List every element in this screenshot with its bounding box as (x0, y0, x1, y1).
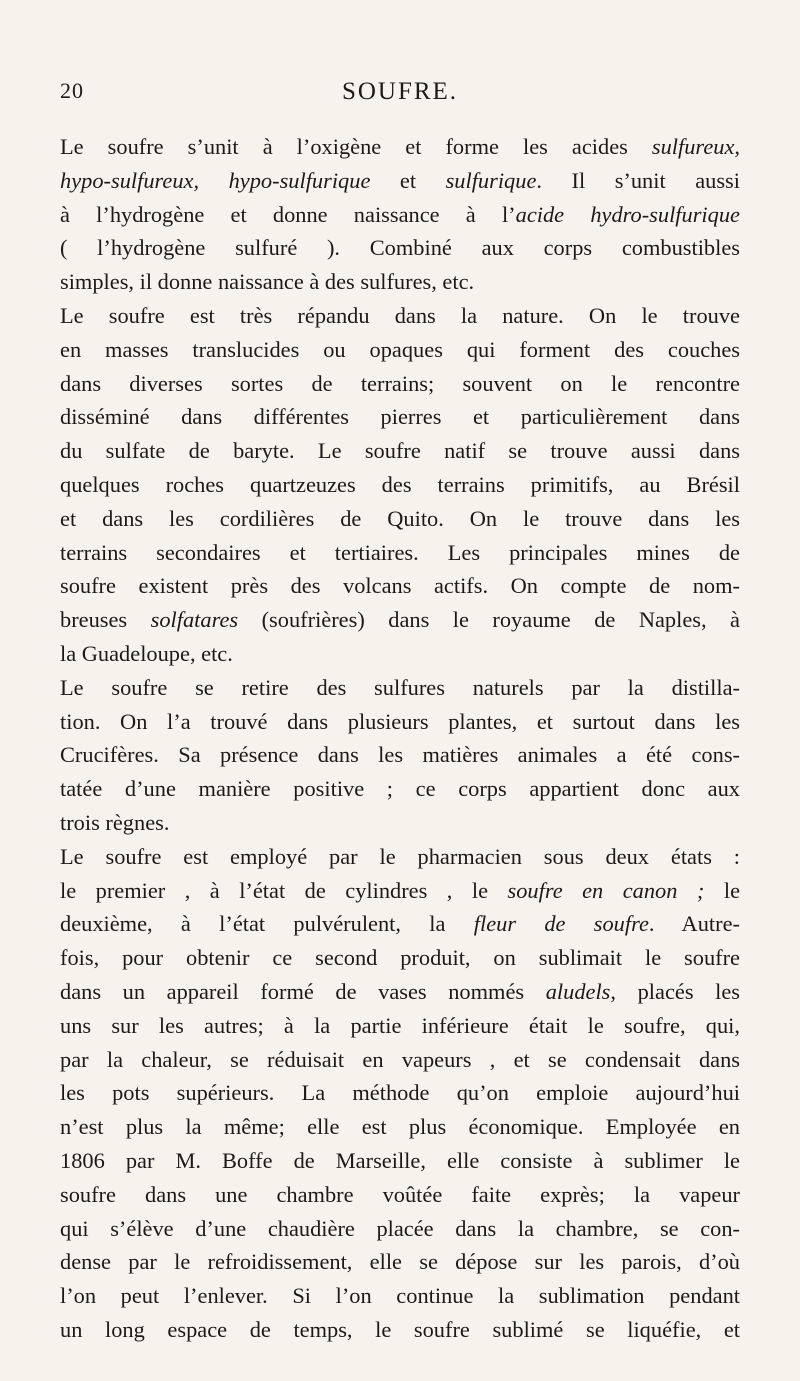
italic-term: sulfureux, (651, 134, 740, 159)
text-run: simples, il donne naissance à des sulfures, etc. (60, 269, 475, 295)
italic-term: sulfurique (445, 167, 537, 193)
text-run: tatée d’une manière positive ; ce corps appartient donc aux (60, 776, 740, 802)
text-line (60, 1144, 740, 1178)
text-line (60, 1076, 740, 1110)
text-line (60, 637, 740, 671)
text-run: , placés les (610, 978, 740, 1004)
text-line (60, 1043, 740, 1077)
text-line (60, 705, 740, 739)
text-run: Le soufre s’unit à l’oxigène et forme les acides (60, 134, 652, 159)
text-line (60, 1212, 740, 1246)
text-run: qui s’élève d’une chaudière placée dans la chambre, se con- (60, 1215, 740, 1241)
text-run: n’est plus la même; elle est plus économique. Employée en (60, 1114, 740, 1140)
text-line (60, 1279, 740, 1313)
italic-term: fleur de soufre (473, 911, 649, 937)
text-line (60, 130, 740, 164)
italic-term: hypo-sulfureux, hypo-sulfurique (60, 167, 371, 193)
text-run: Le soufre est employé par le pharmacien sous deux états : (60, 843, 740, 869)
text-run: tion. On l’a trouvé dans plusieurs plantes, et surtout dans les (60, 708, 740, 734)
text-line (60, 502, 740, 536)
text-run: ( l’hydrogène sulfuré ). Combiné aux corps combustibles (60, 235, 740, 261)
text-line (60, 434, 740, 468)
text-line (60, 603, 740, 637)
text-run: . Il s’unit aussi (536, 167, 740, 193)
text-line (60, 265, 740, 299)
text-run: l’on peut l’enlever. Si l’on continue la sublimation pendant (60, 1283, 740, 1309)
text-run: breuses (60, 607, 151, 633)
text-line (60, 907, 740, 941)
italic-term: solfatares (150, 607, 239, 633)
text-run: (soufrières) dans le royaume de Naples, à (238, 607, 740, 633)
italic-term: aludels (545, 978, 611, 1004)
text-line (60, 941, 740, 975)
text-run: un long espace de temps, le soufre sublimé se liquéfie, et (60, 1316, 740, 1342)
text-line (60, 806, 740, 840)
text-run: Crucifères. Sa présence dans les matières animales a été cons- (60, 742, 740, 768)
page-header (60, 78, 740, 114)
text-run: soufre existent près des volcans actifs. On compte de nom- (60, 573, 740, 599)
text-run: 1806 par M. Boffe de Marseille, elle consiste à sublimer le (60, 1147, 740, 1173)
text-line (60, 333, 740, 367)
text-line (60, 299, 740, 333)
text-line (60, 231, 740, 265)
italic-term: soufre en canon ; (507, 877, 705, 903)
text-run: soufre dans une chambre voûtée faite exprès; la vapeur (60, 1181, 740, 1207)
text-run: le (704, 877, 740, 903)
text-run: . Autre- (648, 911, 740, 937)
text-line (60, 536, 740, 570)
text-line (60, 975, 740, 1009)
text-line (60, 569, 740, 603)
running-title: SOUFRE. (341, 78, 459, 105)
text-run: dans diverses sortes de terrains; souvent on le rencontre (60, 370, 740, 396)
italic-term: acide hydro-sulfurique (515, 201, 740, 227)
body-text (60, 130, 740, 1347)
text-run: les pots supérieurs. La méthode qu’on emploie aujourd’hui (60, 1080, 740, 1106)
text-run: dans un appareil formé de vases nommés (60, 978, 546, 1004)
text-run: disséminé dans différentes pierres et particulièrement dans (60, 404, 740, 430)
text-run: terrains secondaires et tertiaires. Les principales mines de (60, 539, 740, 565)
text-run: à l’hydrogène et donne naissance à l’ (60, 201, 516, 227)
text-run: la Guadeloupe, etc. (60, 640, 233, 666)
text-run: en masses translucides ou opaques qui forment des couches (60, 336, 740, 362)
text-run: par la chaleur, se réduisait en vapeurs , et se condensait dans (60, 1046, 740, 1072)
text-line (60, 1009, 740, 1043)
text-run: Le soufre se retire des sulfures naturels par la distilla- (60, 674, 740, 700)
text-line (60, 400, 740, 434)
text-line (60, 1178, 740, 1212)
text-line (60, 468, 740, 502)
text-line (60, 738, 740, 772)
text-run: deuxième, à l’état pulvérulent, la (60, 911, 474, 937)
text-line (60, 1313, 740, 1347)
text-run: trois règnes. (60, 809, 170, 835)
text-line (60, 874, 740, 908)
text-run: quelques roches quartzeuzes des terrains primitifs, au Brésil (60, 471, 740, 497)
text-line (60, 367, 740, 401)
text-run: et (370, 167, 446, 193)
text-line (60, 1245, 740, 1279)
text-line (60, 1110, 740, 1144)
text-run: uns sur les autres; à la partie inférieure était le soufre, qui, (60, 1012, 740, 1038)
text-run: Le soufre est très répandu dans la nature. On le trouve (60, 302, 740, 328)
text-line (60, 198, 740, 232)
text-line (60, 840, 740, 874)
text-line (60, 164, 740, 198)
text-run: fois, pour obtenir ce second produit, on sublimait le soufre (60, 945, 740, 971)
text-run: le premier , à l’état de cylindres , le (60, 877, 508, 903)
text-run: dense par le refroidissement, elle se dépose sur les parois, d’où (60, 1249, 740, 1275)
text-run: et dans les cordilières de Quito. On le trouve dans les (60, 505, 740, 531)
text-line (60, 772, 740, 806)
page-number: 20 (60, 78, 84, 103)
text-run: du sulfate de baryte. Le soufre natif se trouve aussi dans (60, 438, 740, 464)
text-line (60, 671, 740, 705)
